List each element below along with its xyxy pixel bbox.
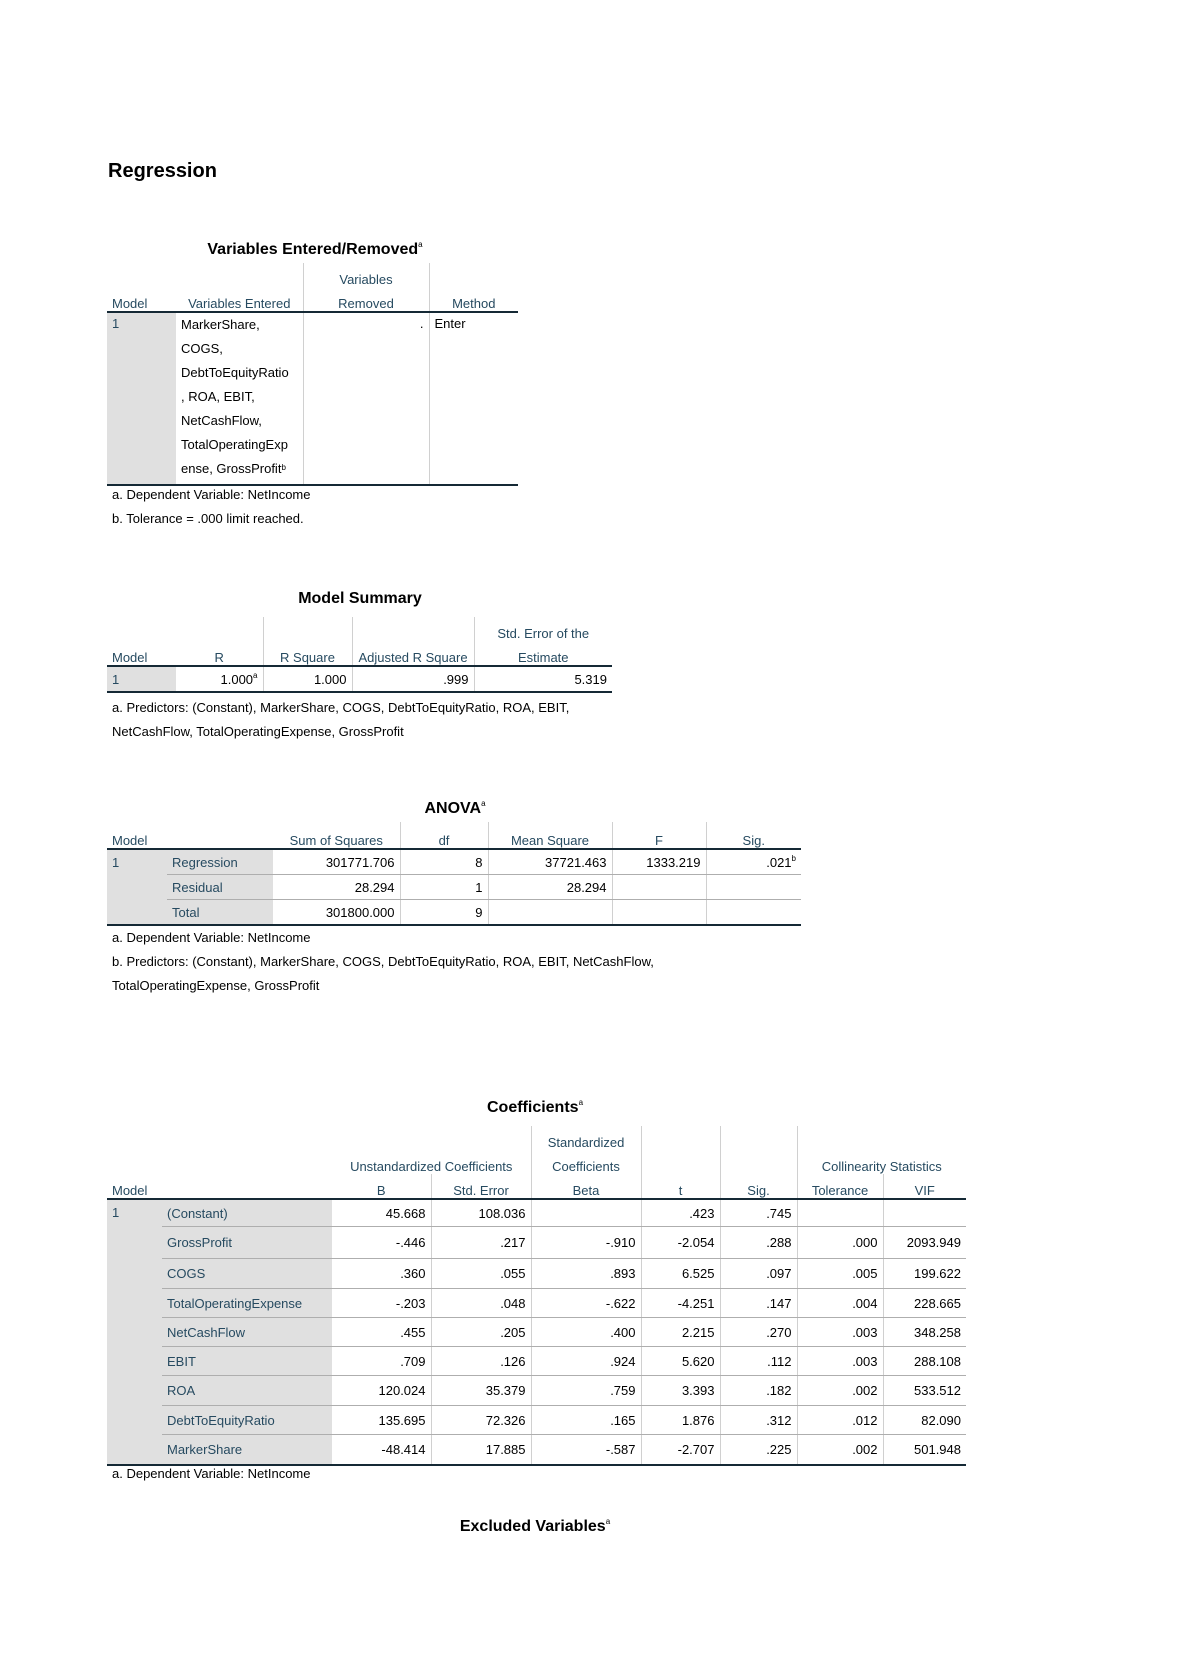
beta-cell: -.622 [531,1289,641,1318]
tolerance-cell: .000 [797,1227,883,1259]
df-cell: 1 [400,875,488,900]
row-label: Regression [167,849,273,875]
tolerance-cell: .002 [797,1376,883,1406]
std-error-cell: 5.319 [474,666,612,692]
header-tolerance: Tolerance [797,1174,883,1199]
table-row [107,1227,966,1259]
tolerance-cell: .012 [797,1406,883,1435]
std-error-cell: 35.379 [431,1376,531,1406]
coefficients-table [107,1126,966,1466]
f-cell: 1333.219 [612,849,706,875]
std-error-cell: .048 [431,1289,531,1318]
ms-cell [488,900,612,926]
anova-table [107,822,801,926]
t-cell: 6.525 [641,1259,720,1289]
header-standardized-line2: Coefficients [531,1150,641,1174]
model-summary-table [107,617,612,693]
vif-cell: 348.258 [883,1318,966,1347]
sig-cell: .112 [720,1347,797,1376]
vif-cell: 501.948 [883,1435,966,1466]
header-std-error-line1: Std. Error of the [474,617,612,641]
header-model: Model [107,641,176,666]
sig-cell: .745 [720,1199,797,1227]
t-cell: 1.876 [641,1406,720,1435]
header-r: R [176,641,263,666]
table-row [107,1406,966,1435]
table-row [107,1435,966,1466]
row-label: EBIT [162,1347,332,1376]
header-mean-square: Mean Square [488,822,612,849]
method-cell: Enter [429,312,518,485]
vif-cell: 199.622 [883,1259,966,1289]
b-cell: 45.668 [332,1199,431,1227]
ms-cell: 28.294 [488,875,612,900]
table-row [107,1199,966,1227]
tolerance-cell: .002 [797,1435,883,1466]
t-cell: -4.251 [641,1289,720,1318]
t-cell: -2.054 [641,1227,720,1259]
header-standardized-line1: Standardized [531,1126,641,1150]
beta-cell: .893 [531,1259,641,1289]
std-error-cell: .055 [431,1259,531,1289]
variables-entered-cell: MarkerShare, COGS, DebtToEquityRatio , ROA, EBIT, NetCashFlow, TotalOperatingExp ense, GrossProfit$^b$ [176,312,303,485]
header-beta: Beta [531,1174,641,1199]
ss-cell: 301771.706 [273,849,400,875]
std-error-cell: 17.885 [431,1435,531,1466]
r-square-cell: 1.000 [263,666,352,692]
table-row [107,1289,966,1318]
variables-footnotes: a. Dependent Variable: NetIncome b. Tolerance = .000 limit reached. [112,487,311,526]
row-label: Residual [167,875,273,900]
f-cell [612,900,706,926]
table-row [107,1376,966,1406]
row-label: TotalOperatingExpense [162,1289,332,1318]
model-cell: 1 [107,312,176,485]
header-t: t [641,1174,720,1199]
header-sum-of-squares: Sum of Squares [273,822,400,849]
beta-cell: -.587 [531,1435,641,1466]
header-method: Method [429,287,518,312]
sig-cell: .288 [720,1227,797,1259]
beta-cell: .400 [531,1318,641,1347]
sig-cell: .021$^b$ [706,849,801,875]
sig-cell [706,875,801,900]
table-row [107,900,801,926]
t-cell: -2.707 [641,1435,720,1466]
beta-cell: -.910 [531,1227,641,1259]
row-label: MarkerShare [162,1435,332,1466]
std-error-cell: .205 [431,1318,531,1347]
sig-cell: .312 [720,1406,797,1435]
sig-cell: .097 [720,1259,797,1289]
model-cell: 1 [107,666,176,692]
b-cell: -.203 [332,1289,431,1318]
row-label: (Constant) [162,1199,332,1227]
page-heading: Regression [108,160,217,182]
model-summary-footnote: a. Predictors: (Constant), MarkerShare, COGS, DebtToEquityRatio, ROA, EBIT, NetCashFlow, TotalOperatingExpense, GrossProfit [112,700,570,739]
adj-r-square-cell: .999 [352,666,474,692]
table-row [107,875,801,900]
table-row [107,1347,966,1376]
r-cell: 1.000$^a$ [176,666,263,692]
table-row [107,666,612,692]
b-cell: -48.414 [332,1435,431,1466]
vif-cell: 533.512 [883,1376,966,1406]
t-cell: 2.215 [641,1318,720,1347]
header-unstandardized: Unstandardized Coefficients [350,1159,513,1174]
tolerance-cell [797,1199,883,1227]
header-model: Model [107,822,167,849]
b-cell: 120.024 [332,1376,431,1406]
beta-cell [531,1199,641,1227]
row-label: Total [167,900,273,926]
sig-cell: .182 [720,1376,797,1406]
header-sig: Sig. [720,1174,797,1199]
variables-table-title: Variables Entered/Removed$^a$ [207,240,423,258]
vif-cell: 228.665 [883,1289,966,1318]
anova-title: ANOVA$^a$ [424,799,486,817]
anova-footnotes: a. Dependent Variable: NetIncome b. Predictors: (Constant), MarkerShare, COGS, DebtToEquityRatio, ROA, EBIT, NetCashFlow, TotalOperatingExpense, GrossProfit [112,930,654,993]
header-sig: Sig. [706,822,801,849]
std-error-cell: .126 [431,1347,531,1376]
row-label: COGS [162,1259,332,1289]
table-row [107,312,518,485]
b-cell: -.446 [332,1227,431,1259]
std-error-cell: 72.326 [431,1406,531,1435]
row-label: DebtToEquityRatio [162,1406,332,1435]
t-cell: 5.620 [641,1347,720,1376]
vif-cell: 288.108 [883,1347,966,1376]
vif-cell: 2093.949 [883,1227,966,1259]
header-collinearity: Collinearity Statistics [797,1150,966,1174]
t-cell: .423 [641,1199,720,1227]
header-vif: VIF [883,1174,966,1199]
vif-cell [883,1199,966,1227]
df-cell: 8 [400,849,488,875]
b-cell: 135.695 [332,1406,431,1435]
model-summary-title: Model Summary [298,590,422,607]
header-df: df [400,822,488,849]
variables-removed-cell: . [303,312,429,485]
header-b: B [332,1174,431,1199]
header-r-square: R Square [263,641,352,666]
vif-cell: 82.090 [883,1406,966,1435]
tolerance-cell: .003 [797,1318,883,1347]
header-std-error-line2: Estimate [474,641,612,666]
row-label: GrossProfit [162,1227,332,1259]
table-row [107,1318,966,1347]
header-adj-r-square: Adjusted R Square [352,641,474,666]
b-cell: .709 [332,1347,431,1376]
header-removed-line1: Variables [303,263,429,287]
excluded-variables-title: Excluded Variables$^a$ [459,1517,611,1535]
header-model: Model [107,287,176,312]
variables-table [107,263,518,486]
df-cell: 9 [400,900,488,926]
header-variables-entered: Variables Entered [176,287,303,312]
beta-cell: .924 [531,1347,641,1376]
ms-cell: 37721.463 [488,849,612,875]
std-error-cell: .217 [431,1227,531,1259]
ss-cell: 28.294 [273,875,400,900]
tolerance-cell: .005 [797,1259,883,1289]
header-f: F [612,822,706,849]
f-cell [612,875,706,900]
std-error-cell: 108.036 [431,1199,531,1227]
table-row [107,849,801,875]
b-cell: .455 [332,1318,431,1347]
beta-cell: .165 [531,1406,641,1435]
coefficients-footnote: a. Dependent Variable: NetIncome [112,1466,311,1481]
header-model: Model [107,1174,162,1199]
sig-cell: .270 [720,1318,797,1347]
sig-cell [706,900,801,926]
model-cell: 1 [107,849,167,925]
row-label: NetCashFlow [162,1318,332,1347]
t-cell: 3.393 [641,1376,720,1406]
ss-cell: 301800.000 [273,900,400,926]
beta-cell: .759 [531,1376,641,1406]
coefficients-title: Coefficients$^a$ [486,1098,584,1116]
tolerance-cell: .004 [797,1289,883,1318]
sig-cell: .147 [720,1289,797,1318]
row-label: ROA [162,1376,332,1406]
sig-cell: .225 [720,1435,797,1466]
model-cell: 1 [107,1199,162,1465]
table-row [107,1259,966,1289]
header-removed-line2: Removed [303,287,429,312]
tolerance-cell: .003 [797,1347,883,1376]
b-cell: .360 [332,1259,431,1289]
header-std-error: Std. Error [431,1174,531,1199]
